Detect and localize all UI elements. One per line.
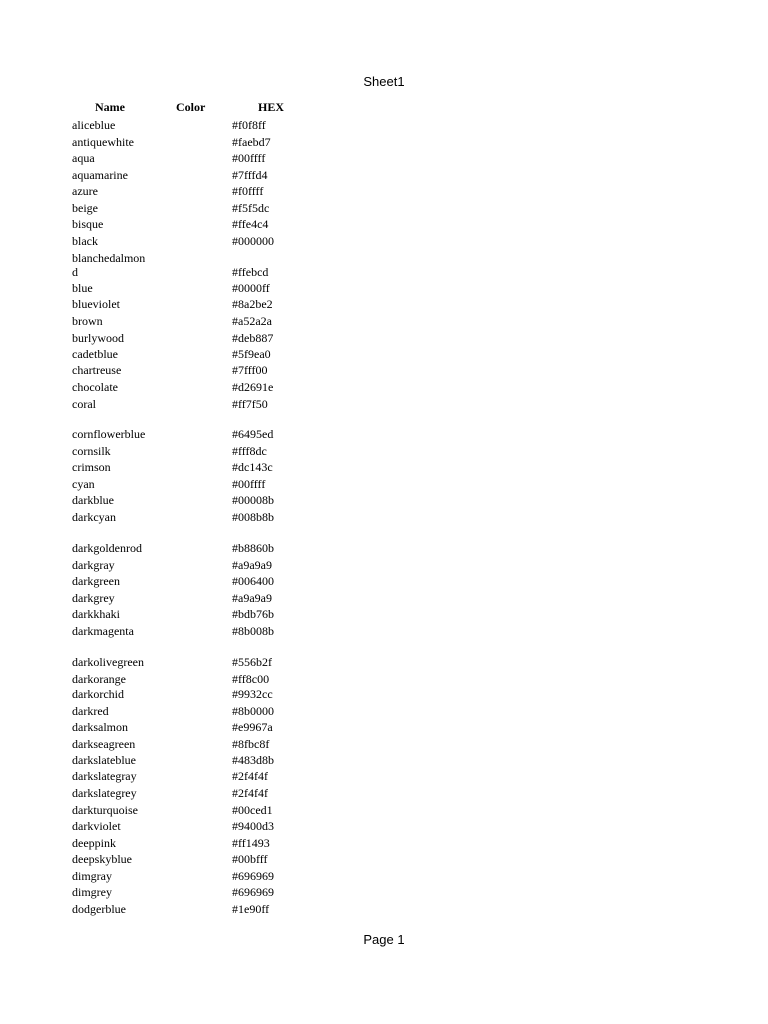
hex-value-cell: #696969 bbox=[232, 869, 274, 883]
hex-value-cell: #556b2f bbox=[232, 655, 272, 669]
color-name-cell: darkcyan bbox=[72, 510, 116, 524]
color-name-cell: blanchedalmon d bbox=[72, 251, 146, 279]
color-name-cell: antiquewhite bbox=[72, 135, 134, 149]
color-name-cell: darkred bbox=[72, 704, 109, 718]
hex-value-cell: #d2691e bbox=[232, 380, 274, 394]
color-name-cell: darksalmon bbox=[72, 720, 128, 734]
hex-value-cell: #00ffff bbox=[232, 477, 266, 491]
color-name-cell: bisque bbox=[72, 217, 104, 231]
color-name-cell: cornflowerblue bbox=[72, 427, 146, 441]
color-name-cell: darkturquoise bbox=[72, 803, 138, 817]
color-name-cell: darkblue bbox=[72, 493, 114, 507]
page-number: Page 1 bbox=[363, 932, 405, 947]
color-name-cell: aliceblue bbox=[72, 118, 116, 132]
color-name-cell: darkorchid bbox=[72, 687, 124, 701]
color-name-cell: chocolate bbox=[72, 380, 118, 394]
hex-value-cell: #0000ff bbox=[232, 281, 270, 295]
color-name-cell: blueviolet bbox=[72, 297, 120, 311]
hex-value-cell: #8b008b bbox=[232, 624, 274, 638]
hex-value-cell: #9932cc bbox=[232, 687, 273, 701]
hex-value-cell: #ffebcd bbox=[232, 265, 269, 279]
hex-value-cell: #696969 bbox=[232, 885, 274, 899]
color-name-cell: darkgrey bbox=[72, 591, 115, 605]
color-name-cell: black bbox=[72, 234, 98, 248]
color-name-cell: darkseagreen bbox=[72, 737, 136, 751]
hex-value-cell: #a9a9a9 bbox=[232, 558, 272, 572]
color-name-cell: crimson bbox=[72, 460, 111, 474]
hex-value-cell: #00008b bbox=[232, 493, 274, 507]
hex-value-cell: #fff8dc bbox=[232, 444, 267, 458]
hex-value-cell: #00ced1 bbox=[232, 803, 273, 817]
hex-value-cell: #8b0000 bbox=[232, 704, 274, 718]
color-name-cell: cornsilk bbox=[72, 444, 111, 458]
color-name-cell: deeppink bbox=[72, 836, 116, 850]
color-name-cell: aquamarine bbox=[72, 168, 128, 182]
hex-value-cell: #b8860b bbox=[232, 541, 274, 555]
hex-value-cell: #00ffff bbox=[232, 151, 266, 165]
hex-value-cell: #deb887 bbox=[232, 331, 274, 345]
color-name-cell: deepskyblue bbox=[72, 852, 132, 866]
color-name-cell: coral bbox=[72, 397, 96, 411]
hex-value-cell: #bdb76b bbox=[232, 607, 274, 621]
hex-value-cell: #1e90ff bbox=[232, 902, 270, 916]
hex-value-cell: #2f4f4f bbox=[232, 769, 268, 783]
color-name-cell: burlywood bbox=[72, 331, 124, 345]
color-name-cell: darkslategrey bbox=[72, 786, 137, 800]
color-name-cell: darkkhaki bbox=[72, 607, 120, 621]
hex-value-cell: #ffe4c4 bbox=[232, 217, 269, 231]
hex-value-cell: #9400d3 bbox=[232, 819, 274, 833]
hex-value-cell: #5f9ea0 bbox=[232, 347, 271, 361]
hex-value-cell: #faebd7 bbox=[232, 135, 271, 149]
color-name-cell: dodgerblue bbox=[72, 902, 126, 916]
hex-value-cell: #e9967a bbox=[232, 720, 273, 734]
hex-value-cell: #6495ed bbox=[232, 427, 274, 441]
color-name-cell: brown bbox=[72, 314, 103, 328]
color-name-cell: dimgrey bbox=[72, 885, 112, 899]
color-name-cell: dimgray bbox=[72, 869, 112, 883]
hex-value-cell: #000000 bbox=[232, 234, 274, 248]
hex-value-cell: #ff1493 bbox=[232, 836, 270, 850]
color-name-cell: blue bbox=[72, 281, 93, 295]
column-header-name: Name bbox=[95, 100, 125, 114]
color-name-cell: azure bbox=[72, 184, 98, 198]
hex-value-cell: #f0f8ff bbox=[232, 118, 266, 132]
hex-value-cell: #f0ffff bbox=[232, 184, 264, 198]
color-name-cell: darkorange bbox=[72, 672, 126, 686]
hex-value-cell: #f5f5dc bbox=[232, 201, 270, 215]
color-name-cell: darkgray bbox=[72, 558, 115, 572]
hex-value-cell: #ff8c00 bbox=[232, 672, 270, 686]
color-name-cell: darkslateblue bbox=[72, 753, 136, 767]
column-header-hex: HEX bbox=[258, 100, 285, 114]
color-name-cell: darkgreen bbox=[72, 574, 120, 588]
color-name-cell: aqua bbox=[72, 151, 95, 165]
color-name-cell: beige bbox=[72, 201, 98, 215]
hex-value-cell: #ff7f50 bbox=[232, 397, 268, 411]
hex-value-cell: #7fffd4 bbox=[232, 168, 268, 182]
color-name-cell: darkslategray bbox=[72, 769, 137, 783]
hex-value-cell: #dc143c bbox=[232, 460, 273, 474]
hex-value-cell: #a9a9a9 bbox=[232, 591, 272, 605]
color-name-cell: cyan bbox=[72, 477, 95, 491]
color-name-cell: darkgoldenrod bbox=[72, 541, 142, 555]
sheet-title: Sheet1 bbox=[363, 74, 405, 89]
hex-value-cell: #483d8b bbox=[232, 753, 274, 767]
color-name-cell: darkmagenta bbox=[72, 624, 134, 638]
hex-value-cell: #8fbc8f bbox=[232, 737, 270, 751]
column-header-color: Color bbox=[176, 100, 206, 114]
hex-value-cell: #7fff00 bbox=[232, 363, 268, 377]
hex-value-cell: #008b8b bbox=[232, 510, 274, 524]
hex-value-cell: #2f4f4f bbox=[232, 786, 268, 800]
color-name-cell: chartreuse bbox=[72, 363, 122, 377]
hex-value-cell: #00bfff bbox=[232, 852, 268, 866]
color-name-cell: darkviolet bbox=[72, 819, 121, 833]
hex-value-cell: #006400 bbox=[232, 574, 274, 588]
color-name-cell: cadetblue bbox=[72, 347, 118, 361]
hex-value-cell: #8a2be2 bbox=[232, 297, 273, 311]
hex-value-cell: #a52a2a bbox=[232, 314, 272, 328]
color-name-cell: darkolivegreen bbox=[72, 655, 144, 669]
